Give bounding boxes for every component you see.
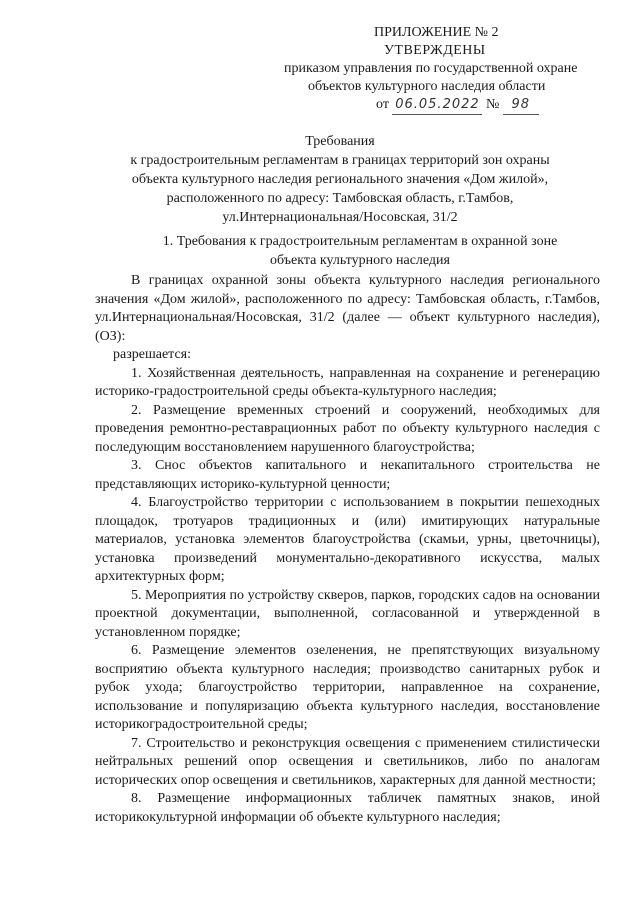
section-heading (100, 232, 620, 270)
approved-label: УТВЕРЖДЕНЫ (384, 43, 486, 58)
list-item: 1. Хозяйственная деятельность, направленная на сохранение и регенерацию историко-градостроительной среды объекта-культурного наследия; (95, 365, 600, 399)
handwritten-date: 06.05.2022 (392, 96, 482, 115)
appendix-label: ПРИЛОЖЕНИЕ № 2 (374, 25, 499, 40)
allowed-label: разрешается: (113, 347, 191, 362)
title-line-3: расположенного по адресу: Тамбовская область, г.Тамбов, (166, 191, 514, 206)
approval-header (270, 24, 610, 115)
list-item: 5. Мероприятия по устройству скверов, парков, городских садов на основании проектной документации, выполненной, согласованной и утвержденной в установленном порядке; (95, 587, 600, 640)
handwritten-number: 98 (503, 96, 539, 115)
number-prefix: № (485, 97, 500, 112)
list-item: 8. Размещение информационных табличек памятных знаков, иной историкокультурной информации об объекте культурного наследия; (95, 791, 600, 825)
order-line-2: объектов культурного наследия области (308, 79, 546, 94)
document-title (80, 132, 600, 227)
title-line-4: ул.Интернациональная/Носовская, 31/2 (222, 210, 458, 225)
section-heading-line-1: 1. Требования к градостроительным регламентам в охранной зоне (162, 234, 558, 249)
order-line-1: приказом управления по государственной охране (284, 61, 578, 76)
date-prefix: от (376, 97, 389, 112)
body-text (95, 272, 600, 827)
list-item: 3. Снос объектов капитального и некапитального строительства не представляющих историко-культурной ценности; (95, 458, 600, 492)
section-heading-line-2: объекта культурного наследия (270, 253, 450, 268)
list-item: 6. Размещение элементов озеленения, не препятствующих визуальному восприятию объекта культурного наследия; производство санитарных рубок и рубок ухода; благоустройство территории, направленное на сохранение, использование и популяризацию объекта культурного наследия, восстановление историкоградостроительной среды; (95, 643, 600, 732)
list-item: 7. Строительство и реконструкция освещения с применением стилистически нейтральных решений опор освещения и светильников, либо по аналогам исторических опор освещения и светильников, характерных для данной местности; (95, 735, 600, 788)
title-word: Требования (305, 134, 375, 149)
title-line-2: объекта культурного наследия регионального значения «Дом жилой», (131, 172, 549, 187)
title-line-1: к градостроительным регламентам в границах территорий зон охраны (130, 153, 550, 168)
intro-paragraph: В границах охранной зоны объекта культурного наследия регионального значения «Дом жилой», расположенного по адресу: Тамбовская область, г.Тамбов, ул.Интернациональная/Носовская, 31/2 (далее — объект культурного наследия), (ОЗ): (95, 273, 600, 344)
list-item: 4. Благоустройство территории с использованием в покрытии пешеходных площадок, тротуаров традиционных и (или) имитирующих натуральные материалов, установка элементов благоустройства (скамьи, урны, цветочницы), установка произведений монументально-декоративного искусства, малых архитектурных форм; (95, 495, 600, 584)
order-date-line (270, 96, 610, 115)
list-item: 2. Размещение временных строений и сооружений, необходимых для проведения ремонтно-реставрационных работ по объекту культурного наследия с последующим восстановлением нарушенного благоустройства; (95, 402, 600, 455)
